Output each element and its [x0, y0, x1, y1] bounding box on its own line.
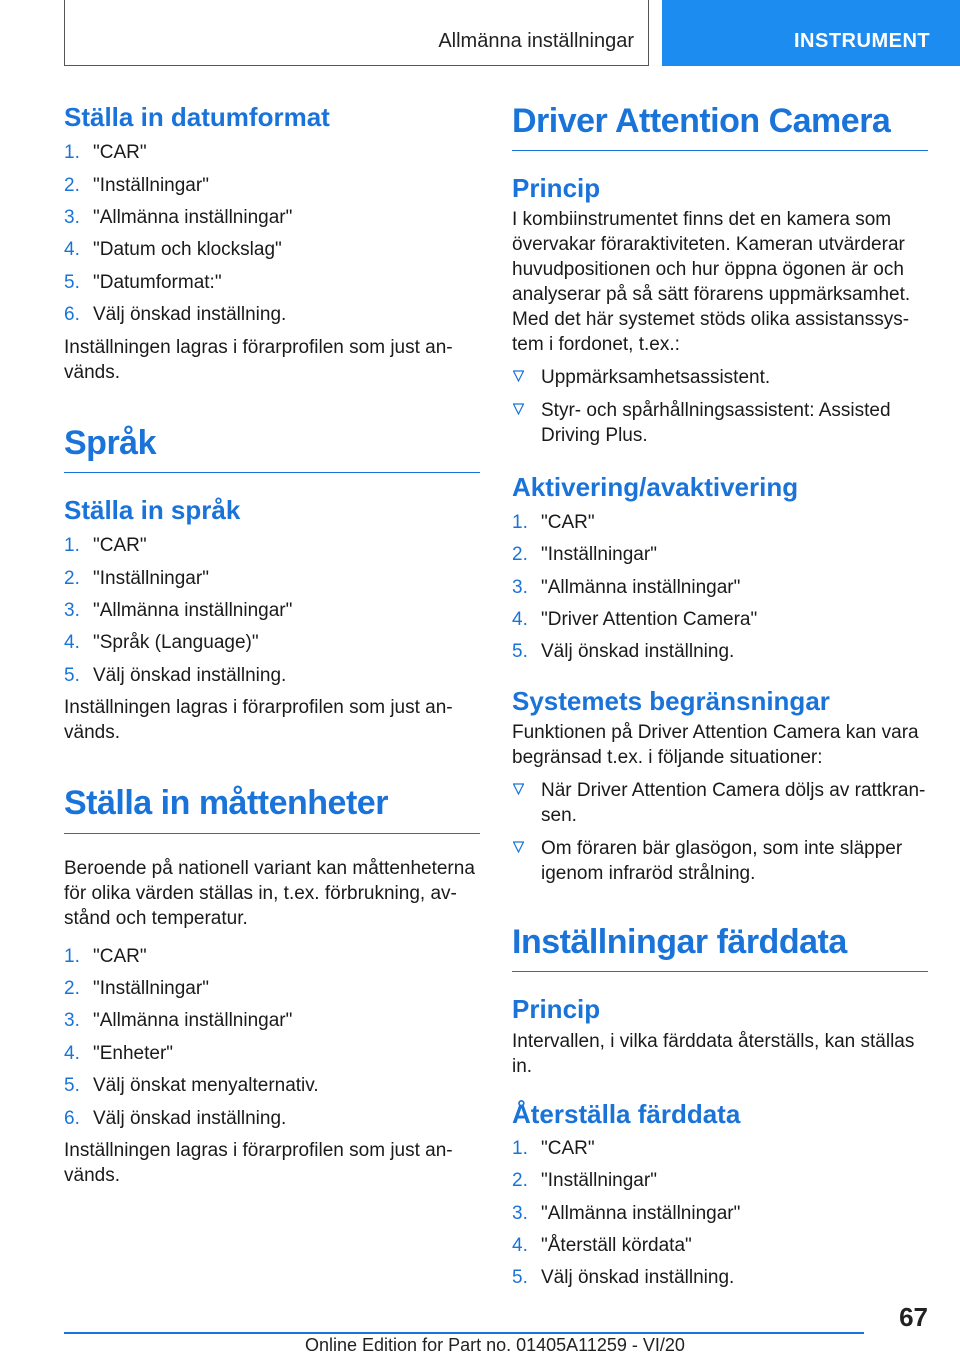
header-chapter-label: Allmänna inställningar [438, 30, 634, 52]
enheter-steps [64, 941, 480, 1135]
list-item: 5. Välj önskad inställning. [64, 664, 287, 686]
enheter-intro: Beroende på nationell variant kan måttenheterna för olika värden ställas in, t.ex. förbrukning, av- stånd och temperatur. [64, 857, 475, 929]
datumformat-steps [64, 137, 480, 331]
triangle-bullet-icon [513, 403, 524, 415]
enheter-heading: Ställa in måttenheter [64, 785, 480, 833]
right-column [512, 100, 928, 1295]
triangle-bullet-icon [513, 841, 524, 853]
list-item: Styr- och spårhållningsassistent: Assisted Driving Plus. [512, 398, 928, 448]
farddata-princip-heading: Princip [512, 994, 601, 1025]
begransningar-heading: Systemets begränsningar [512, 685, 830, 716]
list-item: 3. "Allmänna inställningar" [64, 207, 293, 228]
aterstalla-heading: Återställa färddata [512, 1098, 741, 1129]
sprak-heading: Språk [64, 425, 480, 473]
sprak-note: Inställningen lagras i förarprofilen som just an- vänds. [64, 697, 453, 744]
farddata-princip-text: Intervallen, i vilka färddata återställs, kan ställas in. [512, 1030, 915, 1077]
list-item: 2. "Inställningar" [64, 567, 209, 589]
list-item: 4. "Enheter" [64, 1042, 174, 1064]
begransningar-text: Funktionen på Driver Attention Camera kan vara begränsad t.ex. i följande situationer: [512, 721, 919, 768]
list-item: När Driver Attention Camera döljs av rattkran- sen. [512, 778, 928, 828]
list-item: 3. "Allmänna inställningar" [64, 1010, 293, 1032]
page-number: 67 [899, 1302, 928, 1332]
footer-divider [64, 1332, 864, 1334]
sprak-subheading: Ställa in språk [64, 495, 241, 526]
list-item: Uppmärksamhetsassistent. [512, 365, 928, 390]
left-column [64, 100, 480, 1188]
list-item: 6. Välj önskad inställning. [64, 304, 287, 326]
list-item: 2. "Inställningar" [512, 1170, 657, 1192]
list-item: 5. Välj önskad inställning. [512, 1267, 735, 1289]
list-item: 3. "Allmänna inställningar" [512, 1202, 741, 1224]
header-section-label: INSTRUMENT [794, 30, 931, 52]
list-item: 4. "Datum och klockslag" [64, 239, 282, 261]
list-item: Om föraren bär glasögon, som inte släpper igenom infraröd strålning. [512, 836, 928, 886]
list-item: 1. "CAR" [64, 535, 147, 557]
aterstalla-steps [512, 1133, 928, 1295]
list-item: 2. "Inställningar" [512, 544, 657, 566]
list-item: 6. Välj önskad inställning. [64, 1107, 287, 1129]
list-item: 5. "Datumformat:" [64, 271, 222, 293]
list-item: 4. "Driver Attention Camera" [512, 608, 758, 630]
list-item: 5. Välj önskat menyalternativ. [64, 1075, 319, 1097]
header-chapter-tab [64, 0, 649, 66]
camera-bullets [512, 365, 928, 448]
list-item: 4. "Språk (Language)" [64, 632, 259, 654]
list-item: 2. "Inställningar" [64, 174, 209, 196]
sprak-steps [64, 530, 480, 692]
aktivering-steps [512, 507, 928, 669]
triangle-bullet-icon [513, 783, 524, 795]
datumformat-heading: Ställa in datumformat [64, 102, 330, 132]
triangle-bullet-icon [513, 370, 524, 382]
list-item: 1. "CAR" [64, 945, 147, 967]
list-item: 1. "CAR" [512, 1137, 595, 1159]
list-item: 5. Välj önskad inställning. [512, 641, 735, 663]
begransningar-bullets [512, 778, 928, 886]
list-item: 3. "Allmänna inställningar" [512, 576, 741, 598]
list-item: 1. "CAR" [64, 142, 147, 164]
farddata-heading: Inställningar färddata [512, 924, 928, 972]
list-item: 4. "Återställ kördata" [512, 1234, 692, 1256]
camera-princip-text: I kombiinstrumentet finns det en kamera som övervakar föraraktiviteten. Kameran utvärderar huvudpositionen och hur öppna ögonen är och analyserar på så sätt förarens uppmärksamhet. Med det här systemet stöds olika assistanssys- tem i fordonet, t.ex.: [512, 208, 911, 355]
list-item: 3. "Allmänna inställningar" [64, 600, 293, 622]
header-section-badge [662, 0, 960, 66]
enheter-note: Inställningen lagras i förarprofilen som just an- vänds. [64, 1140, 453, 1187]
datumformat-note: Inställningen lagras i förarprofilen som just an- vänds. [64, 336, 453, 383]
aktivering-heading: Aktivering/avaktivering [512, 471, 799, 502]
footer-edition: Online Edition for Part no. 01405A11259 - VI/20 [305, 1335, 685, 1355]
list-item: 2. "Inställningar" [64, 978, 209, 1000]
camera-princip-heading: Princip [512, 173, 601, 204]
camera-heading: Driver Attention Camera [512, 103, 928, 151]
list-item: 1. "CAR" [512, 511, 595, 533]
